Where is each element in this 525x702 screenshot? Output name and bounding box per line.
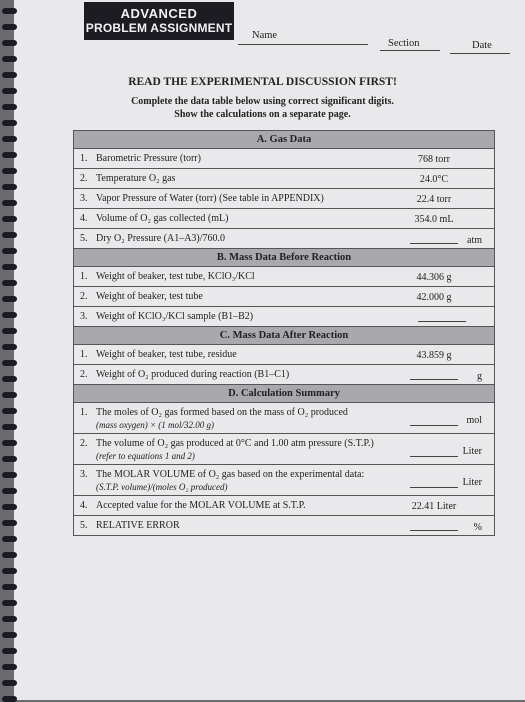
row-label-text: Volume of O₂ gas collected (mL) [96,213,229,224]
spiral-ring [2,296,17,302]
row-label [96,271,396,283]
spiral-ring [2,264,17,270]
spiral-ring [2,184,17,190]
row-label-text: Temperature O₂ gas [96,173,176,184]
instruction-line-3: Show the calculations on a separate page. [174,109,351,120]
row-unit: % [473,522,482,533]
section-header: D. Calculation Summary [74,385,494,403]
spiral-ring [2,632,17,638]
spiral-ring [2,488,17,494]
row-unit: atm [467,235,482,246]
answer-blank[interactable] [418,321,466,322]
answer-blank[interactable] [410,456,458,457]
spiral-ring [2,424,17,430]
row-label [96,213,396,225]
spiral-ring [2,248,17,254]
spiral-ring [2,136,17,142]
row-unit: g [477,371,482,382]
row-note: (mass oxygen) × (1 mol/32.00 g) [96,420,215,430]
table-row [74,465,494,496]
row-value[interactable]: 24.0°C [419,174,449,185]
answer-blank[interactable] [410,487,458,488]
table-row [74,496,494,516]
spiral-ring [2,408,17,414]
row-label-text: Weight of O₂ produced during reaction (B1–C1) [96,369,290,380]
table-row [74,209,494,229]
row-label [96,407,396,431]
row-label-text: Weight of KClO₃/KCl sample (B1–B2) [96,311,254,322]
table-row [74,287,494,307]
row-label [96,173,396,185]
section-header: C. Mass Data After Reaction [74,327,494,345]
answer-blank[interactable] [410,530,458,531]
row-number: 3. [80,193,88,204]
row-value[interactable]: 44.306 g [416,272,452,283]
spiral-ring [2,552,17,558]
spiral-ring [2,600,17,606]
assignment-header [84,2,234,40]
row-label-text: The volume of O₂ gas produced at 0°C and 1.00 atm pressure (S.T.P.) [96,438,374,449]
row-number: 2. [80,438,88,449]
table-row [74,307,494,327]
spiral-ring [2,504,17,510]
row-label [96,469,396,493]
row-value[interactable]: 768 torr [418,154,450,165]
answer-blank[interactable] [410,243,458,244]
data-table [73,130,495,536]
row-number: 5. [80,520,88,531]
row-label-text: Dry O₂ Pressure (A1–A3)/760.0 [96,233,226,244]
spiral-ring [2,440,17,446]
table-row [74,189,494,209]
spiral-ring [2,568,17,574]
row-number: 2. [80,173,88,184]
row-value[interactable]: 22.41 Liter [411,501,457,512]
spiral-ring [2,536,17,542]
row-value[interactable]: 22.4 torr [416,194,452,205]
spiral-ring [2,680,17,686]
row-value[interactable]: 43.859 g [416,350,452,361]
spiral-ring [2,88,17,94]
spiral-ring [2,280,17,286]
section-field[interactable] [380,50,440,51]
row-label [96,349,396,361]
row-label-text: Weight of beaker, test tube, KClO₃/KCl [96,271,255,282]
table-row [74,149,494,169]
spiral-ring [2,152,17,158]
spiral-ring [2,312,17,318]
spiral-ring [2,8,17,14]
table-row [74,267,494,287]
instruction-heading: READ THE EXPERIMENTAL DISCUSSION FIRST! [128,76,397,88]
spiral-ring [2,168,17,174]
spiral-ring [2,696,17,702]
spiral-ring [2,216,17,222]
row-label-text: Accepted value for the MOLAR VOLUME at S.T.P. [96,500,306,511]
spiral-ring [2,456,17,462]
row-value[interactable]: 354.0 mL [414,214,454,225]
spiral-ring [2,648,17,654]
spiral-ring [2,56,17,62]
spiral-ring [2,328,17,334]
row-number: 1. [80,349,88,360]
row-number: 4. [80,500,88,511]
spiral-ring [2,232,17,238]
table-row [74,365,494,385]
row-label-text: Weight of beaker, test tube, residue [96,349,237,360]
header-line-1: ADVANCED [120,6,198,21]
spiral-ring [2,120,17,126]
row-unit: Liter [462,446,482,457]
table-row [74,345,494,365]
row-number: 1. [80,407,88,418]
row-label-text: The moles of O₂ gas formed based on the mass of O₂ produced [96,407,348,418]
row-value[interactable]: 42.000 g [416,292,452,303]
spiral-ring [2,376,17,382]
row-number: 5. [80,233,88,244]
table-row [74,434,494,465]
spiral-ring [2,472,17,478]
name-label: Name [252,30,278,41]
row-note: (refer to equations 1 and 2) [96,451,195,461]
spiral-ring [2,200,17,206]
row-unit: mol [466,415,482,426]
answer-blank[interactable] [410,425,458,426]
row-unit: Liter [462,477,482,488]
spiral-ring [2,520,17,526]
row-label-text: RELATIVE ERROR [96,520,180,531]
row-number: 1. [80,271,88,282]
row-label-text: Vapor Pressure of Water (torr) (See table in APPENDIX) [96,193,324,204]
row-label [96,153,396,165]
row-label [96,311,396,323]
header-line-2: PROBLEM ASSIGNMENT [85,21,233,35]
row-label-text: Barometric Pressure (torr) [96,153,201,164]
section-header: A. Gas Data [74,131,494,149]
row-label-text: The MOLAR VOLUME of O₂ gas based on the experimental data: [96,469,365,480]
date-field[interactable] [450,53,510,54]
row-label [96,369,396,381]
spiral-ring [2,616,17,622]
section-header: B. Mass Data Before Reaction [74,249,494,267]
spiral-ring [2,664,17,670]
row-number: 1. [80,153,88,164]
row-label [96,193,396,205]
row-label-text: Weight of beaker, test tube [96,291,203,302]
table-row [74,169,494,189]
answer-blank[interactable] [410,379,458,380]
table-row [74,229,494,249]
table-row [74,403,494,434]
date-label: Date [472,40,492,51]
spiral-ring [2,40,17,46]
row-label [96,520,396,532]
instruction-line-2: Complete the data table below using correct significant digits. [131,96,394,107]
spiral-ring [2,24,17,30]
row-number: 4. [80,213,88,224]
section-label: Section [388,38,420,49]
row-label [96,500,396,512]
name-field[interactable] [238,44,368,45]
row-number: 3. [80,469,88,480]
row-number: 3. [80,311,88,322]
spiral-ring [2,360,17,366]
row-label [96,233,396,245]
row-number: 2. [80,291,88,302]
row-note: (S.T.P. volume)/(moles O₂ produced) [96,482,228,492]
spiral-ring [2,392,17,398]
row-label [96,291,396,303]
row-number: 2. [80,369,88,380]
table-row [74,516,494,535]
row-label [96,438,396,462]
spiral-ring [2,344,17,350]
spiral-ring [2,584,17,590]
